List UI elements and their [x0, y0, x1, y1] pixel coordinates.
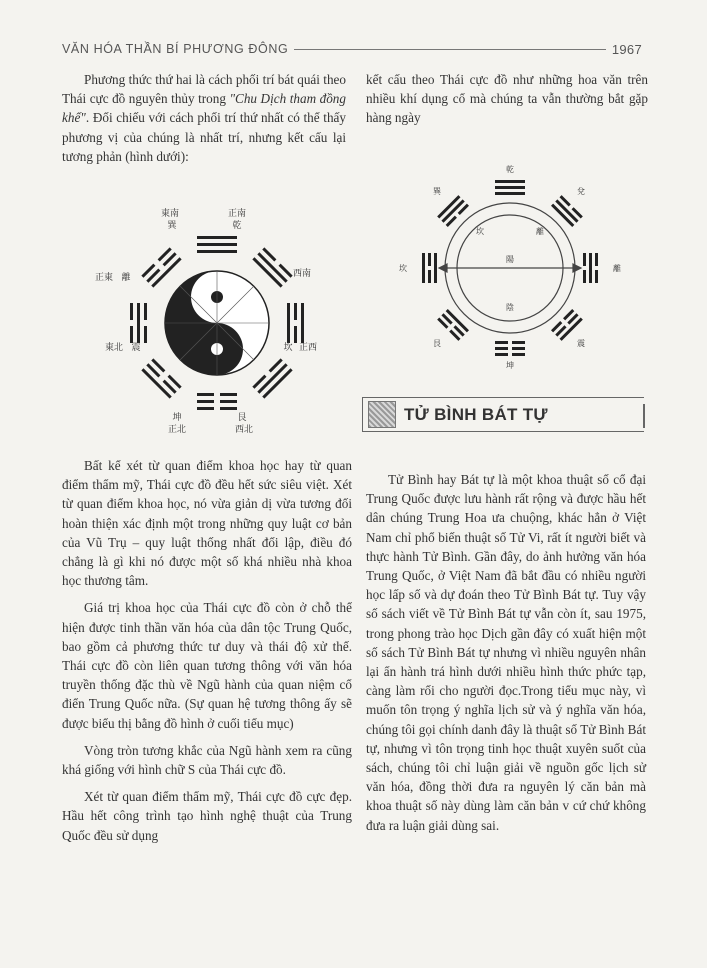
cycle-arcs	[439, 203, 581, 333]
label-zhen: 震	[131, 343, 141, 353]
label-northeast: 東北	[104, 343, 124, 353]
label-northwest: 西北	[234, 425, 254, 435]
running-title: VĂN HÓA THẦN BÍ PHƯƠNG ĐÔNG	[62, 42, 289, 56]
body-paragraph: Xét từ quan điểm thẩm mỹ, Thái cực đồ cực đẹp. Hầu hết công trình tạo hình nghệ thuật của Trung Quốc đều sử dụng	[62, 789, 352, 843]
right-column-body	[366, 470, 646, 843]
section-marker-icon	[368, 401, 396, 428]
trigram-left	[422, 253, 437, 283]
trigram-southwest	[141, 358, 181, 398]
intro-paragraph	[62, 70, 346, 166]
label-kan: 坎	[399, 264, 407, 273]
trigram-bottom	[495, 341, 525, 356]
label-yang: 陽	[506, 255, 514, 264]
label-gen: 艮	[433, 339, 441, 348]
trigram-southeast	[252, 358, 292, 398]
trigram-northeast	[252, 247, 292, 287]
running-header	[62, 40, 642, 58]
yin-yang-symbol	[165, 271, 269, 375]
trigram-south	[197, 393, 237, 410]
label-li: 離	[613, 264, 621, 273]
label-inner-kan: 坎	[476, 227, 484, 236]
trigram-east	[287, 303, 304, 343]
label-kun: 坤	[506, 361, 514, 370]
label-xun: 巽	[433, 187, 441, 196]
taiji-bagua-diagram-left	[92, 198, 342, 448]
trigram-north	[197, 236, 237, 253]
page-number: 1967	[611, 41, 642, 57]
section-end-bar	[643, 404, 645, 428]
label-kun: 坤	[172, 413, 182, 423]
intro-text-end: . Đối chiếu với cách phối trí thứ nhất có thể thấy phương vị của chúng là nhất trí, nhưng kết cấu lại tương phản (hình dưới):	[62, 110, 346, 164]
trigram-top	[495, 180, 525, 195]
section-paragraph: Tử Bình hay Bát tự là một khoa thuật số cổ đại Trung Quốc được lưu hành rất rộng và được hầu hết dân chúng Trung Hoa ưa chuộng, khác hẳn ở Việt Nam chỉ phổ biến thuật số Tử Vi, rất ít người biết và thực hành Tử Bình. Gần đây, do ảnh hưởng văn hóa Trung Quốc, ở Việt Nam đã bắt đầu có nhiều người học lấp số và dự đoán theo Tử Bình Bát tự. Tuy vậy số sách viết về Tử Bình Bát tự vẫn còn ít, sau 1975, trong phong trào học Dịch gần đây có xuất hiện một số sách Tử Bình Bát tự nhưng vì nhiều nguyên nhân lại ẩn hành trá hình dưới nhiều hình thức phức tạp, càng làm rối cho người đọc.Trong tiểu mục này, vì muốn tôn trọng ý nghĩa lịch sử và ý nghĩa văn hóa, chúng tôi gọi chính danh đây là thuật số Tử Bình Bát tự, nhưng vì tôn trọng tinh học thuật xuyên suốt của sách, chúng tôi chỉ luận giải về nguồn gốc lịch sử văn hóa, đồng thời đưa ra nguyên lý căn bản mà khoa thuật số này dùng làm căn bản v cứ chứ không đưa ra luận giải dùng sai.	[366, 472, 646, 833]
body-paragraph: Bất kể xét từ quan điểm khoa học hay từ quan điểm thẩm mỹ, Thái cực đồ đều hết sức siêu việt. Xét từ quan điểm khoa học, nó vừa giản dị vừa tương đối hoàn thiện xác định một trong những quy luật cơ bản của Vũ Trụ – quy luật thống nhất đối lập, điều đó chẳng là gì khi nó được một số khá nhiều nhà khoa học thương tâm.	[62, 458, 352, 589]
label-north: 正北	[167, 425, 187, 435]
label-southeast: 東南	[160, 209, 180, 219]
left-column-body	[62, 456, 352, 853]
label-west: 正西	[298, 343, 318, 353]
right-column-continuation	[366, 70, 648, 136]
label-yin: 陰	[506, 303, 514, 312]
label-kan: 坎	[283, 343, 293, 353]
book-title: "Chu Dịch tham đồng khế"	[62, 91, 346, 126]
trigram-right	[583, 253, 598, 283]
label-qian: 乾	[506, 165, 514, 174]
label-dui: 兌	[577, 187, 585, 196]
body-paragraph: Giá trị khoa học của Thái cực đồ còn ở chỗ thể hiện được tinh thần văn hóa của dân tộc Trung Quốc, bao gồm cả phương thức tư duy và thái độ xử thế. Thái cực đồ còn liên quan tương thông với văn hóa truyền thống đặc thù về Ngũ hành của quan niệm cổ điển Trung Quốc nữa. (Sự quan hệ tương thông ấy sẽ được biểu thị bằng đồ hình ở cuối tiểu mục)	[62, 600, 352, 731]
label-xun: 巽	[167, 221, 177, 231]
intro-text-start: Phương thức thứ hai là cách phối trí bát quái theo Thái cực đồ nguyên thủy trong	[62, 72, 346, 107]
label-southwest: 西南	[292, 269, 312, 279]
bagua-cycle-diagram-right	[385, 150, 635, 385]
header-rule	[294, 49, 606, 50]
label-qian: 乾	[232, 221, 242, 231]
label-inner-li: 離	[536, 227, 544, 236]
continuation-paragraph: kết cấu theo Thái cực đồ như những hoa văn trên nhiều khí dụng cổ mà chúng ta vẫn thường bắt gặp hàng ngày	[366, 72, 648, 126]
section-heading	[362, 397, 644, 432]
label-south: 正南	[227, 209, 247, 219]
trigram-west	[130, 303, 147, 343]
trigram-northwest	[141, 247, 181, 287]
section-title: TỬ BÌNH BÁT TỰ	[404, 404, 548, 424]
body-paragraph: Vòng tròn tương khắc của Ngũ hành xem ra cũng khá giống với hình chữ S của Thái cực đồ.	[62, 742, 352, 778]
label-zhen: 震	[577, 339, 585, 348]
label-east: 正東	[94, 273, 114, 283]
label-li: 離	[121, 273, 131, 283]
left-column-intro	[62, 70, 346, 174]
label-gen: 艮	[237, 413, 247, 423]
